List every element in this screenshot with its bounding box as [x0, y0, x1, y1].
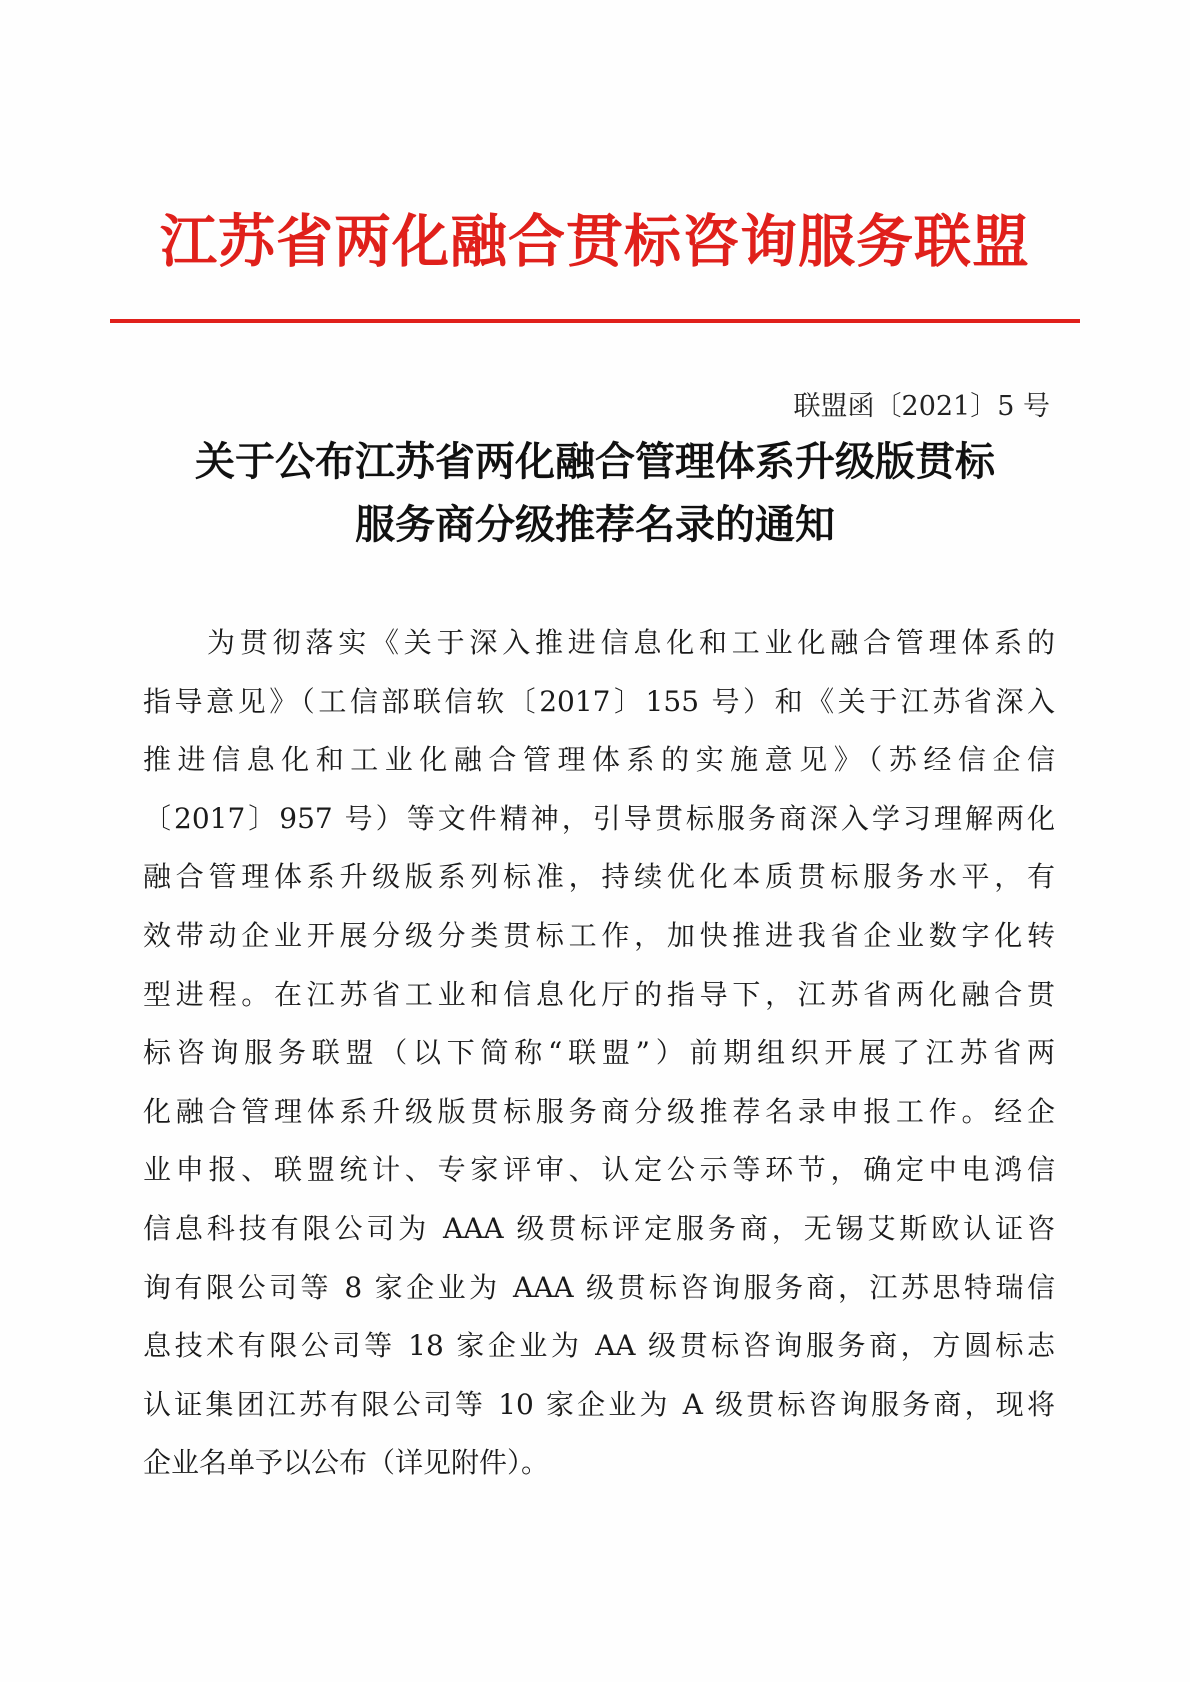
body-line: 企业名单予以公布（详见附件）。	[143, 1446, 550, 1480]
body-line: 询有限公司等 8 家企业为 AAA 级贯标咨询服务商，江苏思特瑞信	[143, 1270, 1055, 1304]
body-line: 信息科技有限公司为 AAA 级贯标评定服务商，无锡艾斯欧认证咨	[143, 1211, 1055, 1245]
body-line: 化融合管理体系升级版贯标服务商分级推荐名录申报工作。经企	[143, 1094, 1055, 1128]
body-line: 息技术有限公司等 18 家企业为 AA 级贯标咨询服务商，方圆标志	[143, 1329, 1055, 1363]
body-line: 认证集团江苏有限公司等 10 家企业为 A 级贯标咨询服务商，现将	[143, 1387, 1055, 1421]
body-line: 指导意见》（工信部联信软〔2017〕155 号）和《关于江苏省深入	[143, 684, 1055, 718]
body-line: 业申报、联盟统计、专家评审、认定公示等环节，确定中电鸿信	[143, 1153, 1055, 1187]
body-line: 标咨询服务联盟（以下简称“联盟”）前期组织开展了江苏省两	[143, 1036, 1055, 1070]
body-line: 型进程。在江苏省工业和信息化厅的指导下，江苏省两化融合贯	[143, 977, 1055, 1011]
notice-title-line-1: 关于公布江苏省两化融合管理体系升级版贯标	[195, 438, 995, 485]
org-letterhead-title: 江苏省两化融合贯标咨询服务联盟	[160, 208, 1030, 275]
body-line: 为贯彻落实《关于深入推进信息化和工业化融合管理体系的	[207, 626, 1055, 659]
body-line: 〔2017〕957 号）等文件精神，引导贯标服务商深入学习理解两化	[143, 801, 1055, 835]
body-line: 推进信息化和工业化融合管理体系的实施意见》（苏经信企信	[143, 743, 1055, 777]
letterhead-red-divider	[110, 319, 1080, 323]
body-line: 融合管理体系升级版系列标准，持续优化本质贯标服务水平，有	[143, 860, 1055, 894]
document-number: 联盟函〔2021〕5 号	[793, 391, 1050, 422]
notice-title	[100, 430, 1090, 556]
notice-body	[143, 614, 1055, 1493]
notice-title-line-2: 服务商分级推荐名录的通知	[355, 501, 835, 548]
body-line: 效带动企业开展分级分类贯标工作，加快推进我省企业数字化转	[143, 918, 1055, 952]
